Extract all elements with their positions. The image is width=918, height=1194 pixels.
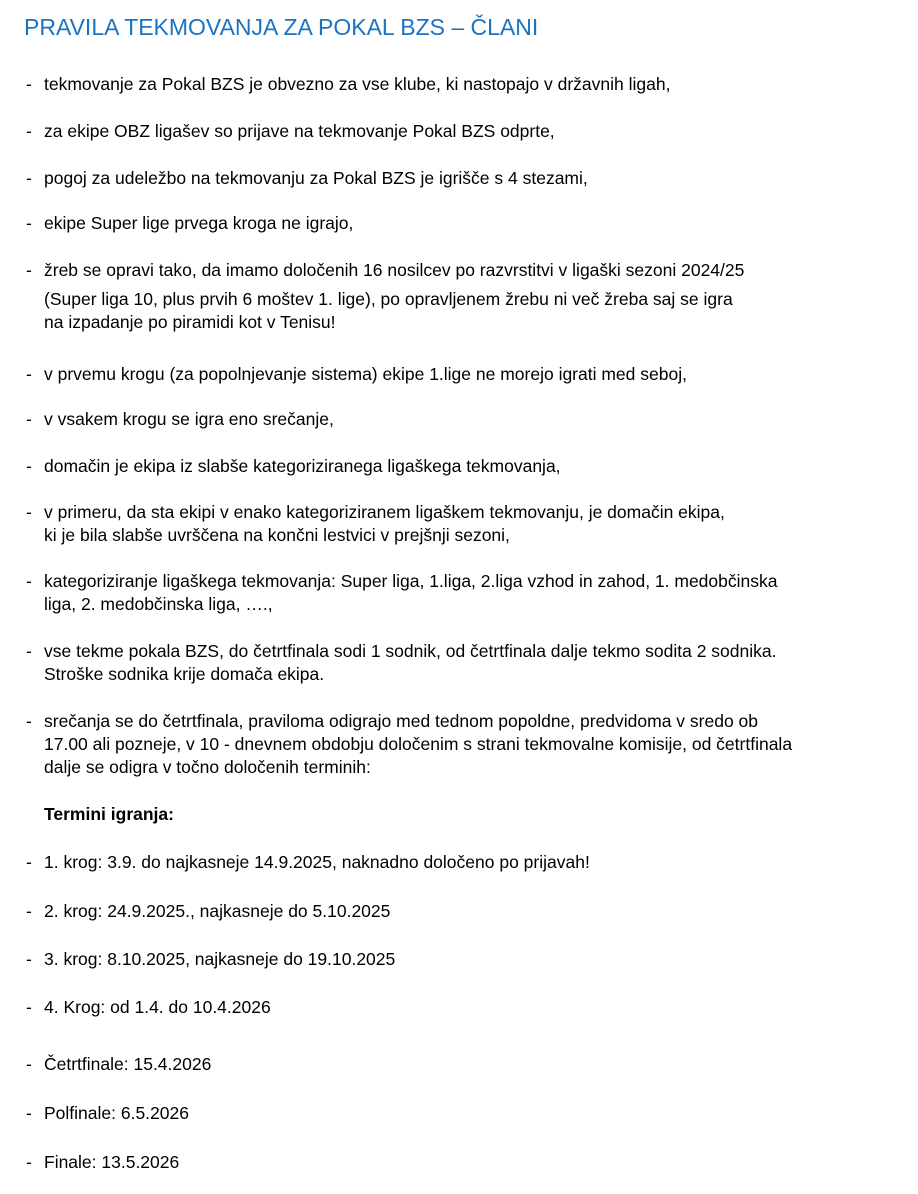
bullet-dash: - bbox=[26, 949, 32, 969]
rule-text: srečanja se do četrtfinala, praviloma odigrajo med tednom popoldne, predvidoma v sredo ob bbox=[44, 711, 759, 731]
rule-text: Stroške sodnika krije domača ekipa. bbox=[44, 664, 325, 684]
rule-text: za ekipe OBZ ligašev so prijave na tekmovanje Pokal BZS odprte, bbox=[44, 121, 555, 141]
rule-text: 17.00 ali pozneje, v 10 - dnevnem obdobju določenim s strani tekmovalne komisije, od četrtfinala bbox=[44, 734, 793, 754]
bullet-dash: - bbox=[26, 364, 32, 384]
schedule-text: 4. Krog: od 1.4. do 10.4.2026 bbox=[44, 997, 271, 1017]
schedule-text: Četrtfinale: 15.4.2026 bbox=[44, 1054, 212, 1074]
schedule-text: Polfinale: 6.5.2026 bbox=[44, 1103, 189, 1123]
bullet-dash: - bbox=[26, 997, 32, 1017]
schedule-text: 1. krog: 3.9. do najkasneje 14.9.2025, naknadno določeno po prijavah! bbox=[44, 852, 590, 872]
bullet-dash: - bbox=[26, 74, 32, 94]
rule-text: žreb se opravi tako, da imamo določenih 16 nosilcev po razvrstitvi v ligaški sezoni 2024/25 bbox=[44, 260, 745, 280]
bullet-dash: - bbox=[26, 213, 32, 233]
bullet-dash: - bbox=[26, 260, 32, 280]
rule-text: ekipe Super lige prvega kroga ne igrajo, bbox=[44, 213, 354, 233]
document-title: PRAVILA TEKMOVANJA ZA POKAL BZS – ČLANI bbox=[24, 14, 539, 40]
bullet-dash: - bbox=[26, 168, 32, 188]
rule-text: v primeru, da sta ekipi v enako kategoriziranem ligaškem tekmovanju, je domačin ekipa, bbox=[44, 502, 725, 522]
schedule-text: 3. krog: 8.10.2025, najkasneje do 19.10.2025 bbox=[44, 949, 396, 969]
rule-text: liga, 2. medobčinska liga, …., bbox=[44, 594, 273, 614]
schedule-text: Finale: 13.5.2026 bbox=[44, 1152, 180, 1172]
rule-text: na izpadanje po piramidi kot v Tenisu! bbox=[44, 312, 336, 332]
schedule-text: 2. krog: 24.9.2025., najkasneje do 5.10.2025 bbox=[44, 901, 391, 921]
bullet-dash: - bbox=[26, 1103, 32, 1123]
bullet-dash: - bbox=[26, 641, 32, 661]
rule-text: dalje se odigra v točno določenih terminih: bbox=[44, 757, 371, 777]
bullet-dash: - bbox=[26, 852, 32, 872]
schedule-heading: Termini igranja: bbox=[44, 804, 174, 824]
bullet-dash: - bbox=[26, 409, 32, 429]
rule-text: ki je bila slabše uvrščena na končni lestvici v prejšnji sezoni, bbox=[44, 525, 510, 545]
bullet-dash: - bbox=[26, 571, 32, 591]
rule-text: pogoj za udeležbo na tekmovanju za Pokal BZS je igrišče s 4 stezami, bbox=[44, 168, 588, 188]
bullet-dash: - bbox=[26, 121, 32, 141]
rule-text: kategoriziranje ligaškega tekmovanja: Super liga, 1.liga, 2.liga vzhod in zahod, 1. medobčinska bbox=[44, 571, 778, 591]
bullet-dash: - bbox=[26, 1054, 32, 1074]
rule-text: tekmovanje za Pokal BZS je obvezno za vse klube, ki nastopajo v državnih ligah, bbox=[44, 74, 671, 94]
bullet-dash: - bbox=[26, 1152, 32, 1172]
rule-text: vse tekme pokala BZS, do četrtfinala sodi 1 sodnik, od četrtfinala dalje tekmo sodita 2 sodnika. bbox=[44, 641, 777, 661]
rule-text: (Super liga 10, plus prvih 6 moštev 1. lige), po opravljenem žrebu ni več žreba saj se igra bbox=[44, 289, 733, 309]
rule-text: domačin je ekipa iz slabše kategoriziranega ligaškega tekmovanja, bbox=[44, 456, 561, 476]
rule-text: v prvemu krogu (za popolnjevanje sistema) ekipe 1.lige ne morejo igrati med seboj, bbox=[44, 364, 687, 384]
bullet-dash: - bbox=[26, 901, 32, 921]
bullet-dash: - bbox=[26, 711, 32, 731]
rule-text: v vsakem krogu se igra eno srečanje, bbox=[44, 409, 334, 429]
bullet-dash: - bbox=[26, 502, 32, 522]
bullet-dash: - bbox=[26, 456, 32, 476]
